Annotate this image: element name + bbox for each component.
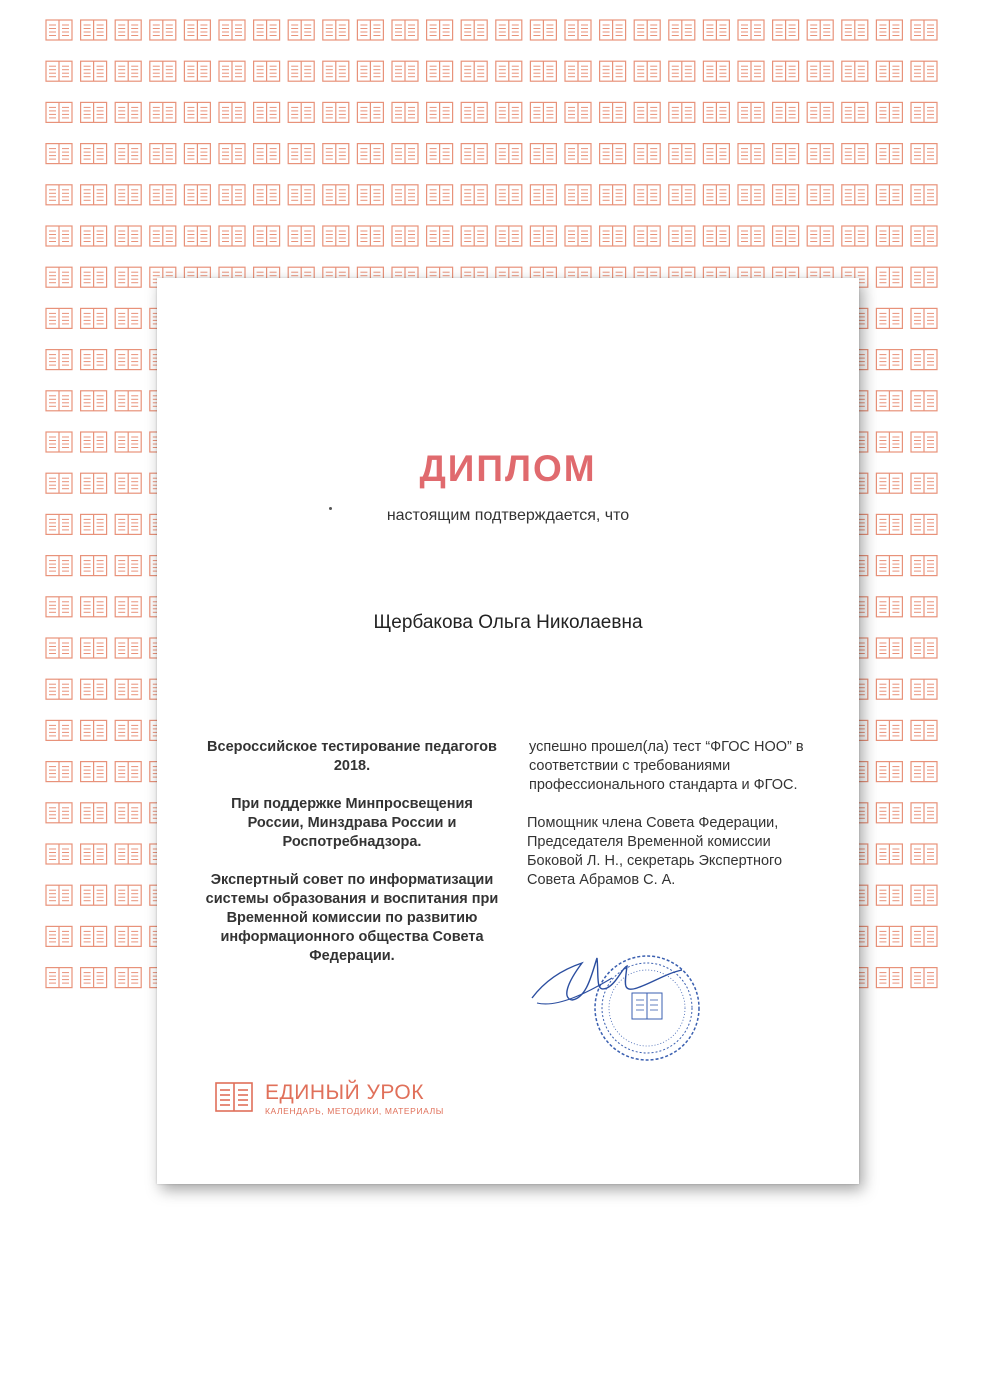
event-text: Всероссийское тестирование педагогов 2018. xyxy=(207,739,497,774)
pattern-book-icon xyxy=(46,762,72,782)
pattern-book-icon xyxy=(876,885,902,905)
pattern-book-icon xyxy=(184,20,210,40)
pattern-book-icon xyxy=(773,102,799,122)
pattern-book-icon xyxy=(115,885,141,905)
pattern-book-icon xyxy=(876,844,902,864)
pattern-book-icon xyxy=(911,102,937,122)
pattern-book-icon xyxy=(876,226,902,246)
pattern-book-icon xyxy=(150,102,176,122)
pattern-book-icon xyxy=(634,102,660,122)
pattern-book-icon xyxy=(392,185,418,205)
pattern-book-icon xyxy=(46,679,72,699)
pattern-book-icon xyxy=(703,102,729,122)
pattern-book-icon xyxy=(81,720,107,740)
pattern-book-icon xyxy=(392,144,418,164)
pattern-book-icon xyxy=(807,20,833,40)
pattern-book-icon xyxy=(219,185,245,205)
pattern-book-icon xyxy=(773,144,799,164)
pattern-book-icon xyxy=(323,185,349,205)
pattern-book-icon xyxy=(115,968,141,988)
signatories-text: Помощник члена Совета Федерации, Председателя Временной комиссии Боковой Л. Н., секретарь Экспертного Совета Абрамов С. А. xyxy=(527,815,783,888)
pattern-book-icon xyxy=(565,185,591,205)
pattern-book-icon xyxy=(46,144,72,164)
pattern-book-icon xyxy=(703,20,729,40)
pattern-book-icon xyxy=(81,597,107,617)
pattern-book-icon xyxy=(461,102,487,122)
pattern-book-icon xyxy=(496,226,522,246)
pattern-book-icon xyxy=(807,185,833,205)
pattern-book-icon xyxy=(565,20,591,40)
pattern-book-icon xyxy=(184,185,210,205)
pattern-book-icon xyxy=(842,20,868,40)
pattern-book-icon xyxy=(911,885,937,905)
pattern-book-icon xyxy=(461,61,487,81)
pattern-book-icon xyxy=(807,61,833,81)
pattern-book-icon xyxy=(46,308,72,328)
pattern-book-icon xyxy=(876,762,902,782)
pattern-book-icon xyxy=(634,226,660,246)
confirmation-text: настоящим подтверждается, что xyxy=(386,507,630,524)
pattern-book-icon xyxy=(669,185,695,205)
pattern-book-icon xyxy=(254,144,280,164)
pattern-book-icon xyxy=(81,556,107,576)
pattern-book-icon xyxy=(150,144,176,164)
pattern-book-icon xyxy=(876,679,902,699)
pattern-book-icon xyxy=(254,185,280,205)
pattern-book-icon xyxy=(911,473,937,493)
pattern-book-icon xyxy=(46,638,72,658)
pattern-book-icon xyxy=(565,226,591,246)
pattern-book-icon xyxy=(46,720,72,740)
pattern-book-icon xyxy=(530,226,556,246)
pattern-book-icon xyxy=(703,226,729,246)
pattern-book-icon xyxy=(634,185,660,205)
pattern-book-icon xyxy=(115,308,141,328)
pattern-book-icon xyxy=(842,102,868,122)
pattern-book-icon xyxy=(876,597,902,617)
pattern-book-icon xyxy=(461,226,487,246)
pattern-book-icon xyxy=(911,61,937,81)
pattern-book-icon xyxy=(911,679,937,699)
pattern-book-icon xyxy=(530,20,556,40)
left-column xyxy=(202,738,502,985)
support-text: При поддержке Минпросвещения России, Минздрава России и Роспотребнадзора. xyxy=(231,796,473,850)
pattern-book-icon xyxy=(323,226,349,246)
pattern-book-icon xyxy=(911,968,937,988)
pattern-book-icon xyxy=(46,432,72,452)
pattern-book-icon xyxy=(46,61,72,81)
pattern-book-icon xyxy=(669,144,695,164)
pattern-book-icon xyxy=(669,102,695,122)
logo-name: ЕДИНЫЙ УРОК xyxy=(265,1081,424,1104)
pattern-book-icon xyxy=(254,61,280,81)
pattern-book-icon xyxy=(600,61,626,81)
pattern-book-icon xyxy=(876,102,902,122)
pattern-book-icon xyxy=(46,267,72,287)
pattern-book-icon xyxy=(911,144,937,164)
pattern-book-icon xyxy=(911,556,937,576)
pattern-book-icon xyxy=(81,267,107,287)
pattern-book-icon xyxy=(427,20,453,40)
pattern-book-icon xyxy=(911,20,937,40)
pattern-book-icon xyxy=(81,144,107,164)
pattern-book-icon xyxy=(911,720,937,740)
pattern-book-icon xyxy=(46,350,72,370)
pattern-book-icon xyxy=(288,20,314,40)
pattern-book-icon xyxy=(81,638,107,658)
pattern-book-icon xyxy=(219,61,245,81)
pattern-book-icon xyxy=(46,226,72,246)
pattern-book-icon xyxy=(115,473,141,493)
pattern-book-icon xyxy=(634,61,660,81)
pattern-book-icon xyxy=(184,144,210,164)
pattern-book-icon xyxy=(357,20,383,40)
pattern-book-icon xyxy=(703,185,729,205)
pattern-book-icon xyxy=(911,308,937,328)
pattern-book-icon xyxy=(496,20,522,40)
pattern-book-icon xyxy=(115,762,141,782)
pattern-book-icon xyxy=(738,61,764,81)
pattern-book-icon xyxy=(81,20,107,40)
pattern-book-icon xyxy=(81,514,107,534)
pattern-book-icon xyxy=(115,720,141,740)
result-text: успешно прошел(ла) тест “ФГОС НОО” в соответствии с требованиями профессионального стандарта и ФГОС. xyxy=(529,739,804,793)
open-book-icon xyxy=(215,1082,253,1112)
pattern-book-icon xyxy=(427,61,453,81)
pattern-book-icon xyxy=(634,20,660,40)
pattern-book-icon xyxy=(842,61,868,81)
pattern-book-icon xyxy=(461,20,487,40)
pattern-book-icon xyxy=(115,597,141,617)
pattern-book-icon xyxy=(669,61,695,81)
pattern-book-icon xyxy=(911,432,937,452)
pattern-book-icon xyxy=(565,102,591,122)
pattern-book-icon xyxy=(911,762,937,782)
pattern-book-icon xyxy=(184,226,210,246)
pattern-book-icon xyxy=(115,432,141,452)
pattern-book-icon xyxy=(81,61,107,81)
pattern-book-icon xyxy=(876,926,902,946)
pattern-book-icon xyxy=(46,473,72,493)
pattern-book-icon xyxy=(911,844,937,864)
pattern-book-icon xyxy=(807,226,833,246)
pattern-book-icon xyxy=(46,597,72,617)
pattern-book-icon xyxy=(81,926,107,946)
pattern-book-icon xyxy=(115,226,141,246)
pattern-book-icon xyxy=(496,185,522,205)
pattern-book-icon xyxy=(81,308,107,328)
pattern-book-icon xyxy=(115,61,141,81)
pattern-book-icon xyxy=(461,144,487,164)
pattern-book-icon xyxy=(115,391,141,411)
pattern-book-icon xyxy=(219,226,245,246)
pattern-book-icon xyxy=(600,20,626,40)
pattern-book-icon xyxy=(530,102,556,122)
pattern-book-icon xyxy=(911,514,937,534)
pattern-book-icon xyxy=(427,185,453,205)
pattern-book-icon xyxy=(150,185,176,205)
pattern-book-icon xyxy=(669,20,695,40)
pattern-book-icon xyxy=(81,762,107,782)
pattern-book-icon xyxy=(669,226,695,246)
pattern-book-icon xyxy=(254,20,280,40)
pattern-book-icon xyxy=(738,144,764,164)
pattern-book-icon xyxy=(773,61,799,81)
pattern-book-icon xyxy=(600,226,626,246)
pattern-book-icon xyxy=(357,185,383,205)
pattern-book-icon xyxy=(911,638,937,658)
pattern-book-icon xyxy=(81,473,107,493)
pattern-book-icon xyxy=(738,20,764,40)
pattern-book-icon xyxy=(911,350,937,370)
pattern-book-icon xyxy=(323,144,349,164)
pattern-book-icon xyxy=(254,102,280,122)
pattern-book-icon xyxy=(738,102,764,122)
pattern-book-icon xyxy=(288,185,314,205)
pattern-book-icon xyxy=(81,844,107,864)
pattern-book-icon xyxy=(81,679,107,699)
pattern-book-icon xyxy=(496,102,522,122)
pattern-book-icon xyxy=(46,556,72,576)
pattern-book-icon xyxy=(46,926,72,946)
pattern-book-icon xyxy=(876,514,902,534)
pattern-book-icon xyxy=(565,61,591,81)
logo-tagline: КАЛЕНДАРЬ, МЕТОДИКИ, МАТЕРИАЛЫ xyxy=(265,1106,444,1116)
pattern-book-icon xyxy=(115,144,141,164)
pattern-book-icon xyxy=(392,226,418,246)
pattern-book-icon xyxy=(876,432,902,452)
pattern-book-icon xyxy=(565,144,591,164)
pattern-book-icon xyxy=(911,226,937,246)
right-column xyxy=(527,738,827,909)
pattern-book-icon xyxy=(496,61,522,81)
pattern-book-icon xyxy=(46,514,72,534)
pattern-book-icon xyxy=(773,20,799,40)
pattern-book-icon xyxy=(219,144,245,164)
pattern-book-icon xyxy=(530,61,556,81)
pattern-book-icon xyxy=(288,226,314,246)
pattern-book-icon xyxy=(842,185,868,205)
pattern-book-icon xyxy=(634,144,660,164)
pattern-book-icon xyxy=(876,556,902,576)
pattern-book-icon xyxy=(150,226,176,246)
pattern-book-icon xyxy=(219,20,245,40)
pattern-book-icon xyxy=(807,102,833,122)
pattern-book-icon xyxy=(115,514,141,534)
pattern-book-icon xyxy=(288,102,314,122)
pattern-book-icon xyxy=(842,226,868,246)
pattern-book-icon xyxy=(115,926,141,946)
pattern-book-icon xyxy=(115,102,141,122)
pattern-book-icon xyxy=(600,185,626,205)
pattern-book-icon xyxy=(876,473,902,493)
pattern-book-icon xyxy=(876,720,902,740)
pattern-book-icon xyxy=(392,61,418,81)
pattern-book-icon xyxy=(876,267,902,287)
pattern-book-icon xyxy=(703,61,729,81)
pattern-book-icon xyxy=(81,226,107,246)
pattern-book-icon xyxy=(81,350,107,370)
pattern-book-icon xyxy=(46,885,72,905)
pattern-book-icon xyxy=(530,185,556,205)
pattern-book-icon xyxy=(150,20,176,40)
pattern-book-icon xyxy=(427,226,453,246)
pattern-book-icon xyxy=(81,432,107,452)
recipient-name: Щербакова Ольга Николаевна xyxy=(373,612,643,633)
pattern-book-icon xyxy=(392,102,418,122)
pattern-book-icon xyxy=(807,144,833,164)
signature-and-stamp xyxy=(527,938,727,1078)
pattern-book-icon xyxy=(911,267,937,287)
pattern-book-icon xyxy=(357,226,383,246)
council-text: Экспертный совет по информатизации системы образования и воспитания при Временной комиссии по развитию информационного общества Совета Федерации. xyxy=(205,872,499,964)
pattern-book-icon xyxy=(876,20,902,40)
pattern-book-icon xyxy=(600,102,626,122)
pattern-book-icon xyxy=(703,144,729,164)
pattern-book-icon xyxy=(427,102,453,122)
pattern-book-icon xyxy=(876,350,902,370)
pattern-book-icon xyxy=(184,102,210,122)
pattern-book-icon xyxy=(323,102,349,122)
pattern-book-icon xyxy=(46,803,72,823)
pattern-book-icon xyxy=(461,185,487,205)
diploma-sheet xyxy=(157,278,859,1184)
pattern-book-icon xyxy=(323,61,349,81)
pattern-book-icon xyxy=(911,803,937,823)
pattern-book-icon xyxy=(773,185,799,205)
pattern-book-icon xyxy=(427,144,453,164)
pattern-book-icon xyxy=(46,968,72,988)
pattern-book-icon xyxy=(842,144,868,164)
pattern-book-icon xyxy=(81,968,107,988)
pattern-book-icon xyxy=(81,803,107,823)
pattern-book-icon xyxy=(115,638,141,658)
pattern-book-icon xyxy=(81,102,107,122)
edinyi-urok-logo xyxy=(215,1078,475,1118)
pattern-book-icon xyxy=(115,844,141,864)
pattern-book-icon xyxy=(81,885,107,905)
pattern-book-icon xyxy=(81,185,107,205)
pattern-book-icon xyxy=(876,638,902,658)
pattern-book-icon xyxy=(288,61,314,81)
pattern-book-icon xyxy=(738,226,764,246)
pattern-book-icon xyxy=(115,185,141,205)
pattern-book-icon xyxy=(738,185,764,205)
pattern-book-icon xyxy=(600,144,626,164)
official-stamp xyxy=(595,956,699,1060)
pattern-book-icon xyxy=(876,391,902,411)
pattern-book-icon xyxy=(392,20,418,40)
pattern-book-icon xyxy=(254,226,280,246)
pattern-book-icon xyxy=(911,185,937,205)
diploma-title: ДИПЛОМ xyxy=(419,448,597,489)
pattern-book-icon xyxy=(46,185,72,205)
pattern-book-icon xyxy=(219,102,245,122)
pattern-book-icon xyxy=(46,844,72,864)
pattern-book-icon xyxy=(876,144,902,164)
pattern-book-icon xyxy=(288,144,314,164)
pattern-book-icon xyxy=(46,20,72,40)
pattern-book-icon xyxy=(115,556,141,576)
pattern-book-icon xyxy=(115,679,141,699)
pattern-book-icon xyxy=(911,926,937,946)
pattern-book-icon xyxy=(115,350,141,370)
pattern-book-icon xyxy=(876,308,902,328)
pattern-book-icon xyxy=(357,144,383,164)
pattern-book-icon xyxy=(150,61,176,81)
pattern-book-icon xyxy=(876,185,902,205)
pattern-book-icon xyxy=(876,61,902,81)
pattern-book-icon xyxy=(115,267,141,287)
pattern-book-icon xyxy=(876,803,902,823)
pattern-book-icon xyxy=(323,20,349,40)
pattern-book-icon xyxy=(357,102,383,122)
pattern-book-icon xyxy=(911,391,937,411)
pattern-book-icon xyxy=(115,803,141,823)
pattern-book-icon xyxy=(876,968,902,988)
pattern-book-icon xyxy=(496,144,522,164)
pattern-book-icon xyxy=(115,20,141,40)
pattern-book-icon xyxy=(773,226,799,246)
pattern-book-icon xyxy=(184,61,210,81)
pattern-book-icon xyxy=(530,144,556,164)
pattern-book-icon xyxy=(911,597,937,617)
pattern-book-icon xyxy=(81,391,107,411)
pattern-book-icon xyxy=(46,102,72,122)
pattern-book-icon xyxy=(46,391,72,411)
pattern-book-icon xyxy=(357,61,383,81)
